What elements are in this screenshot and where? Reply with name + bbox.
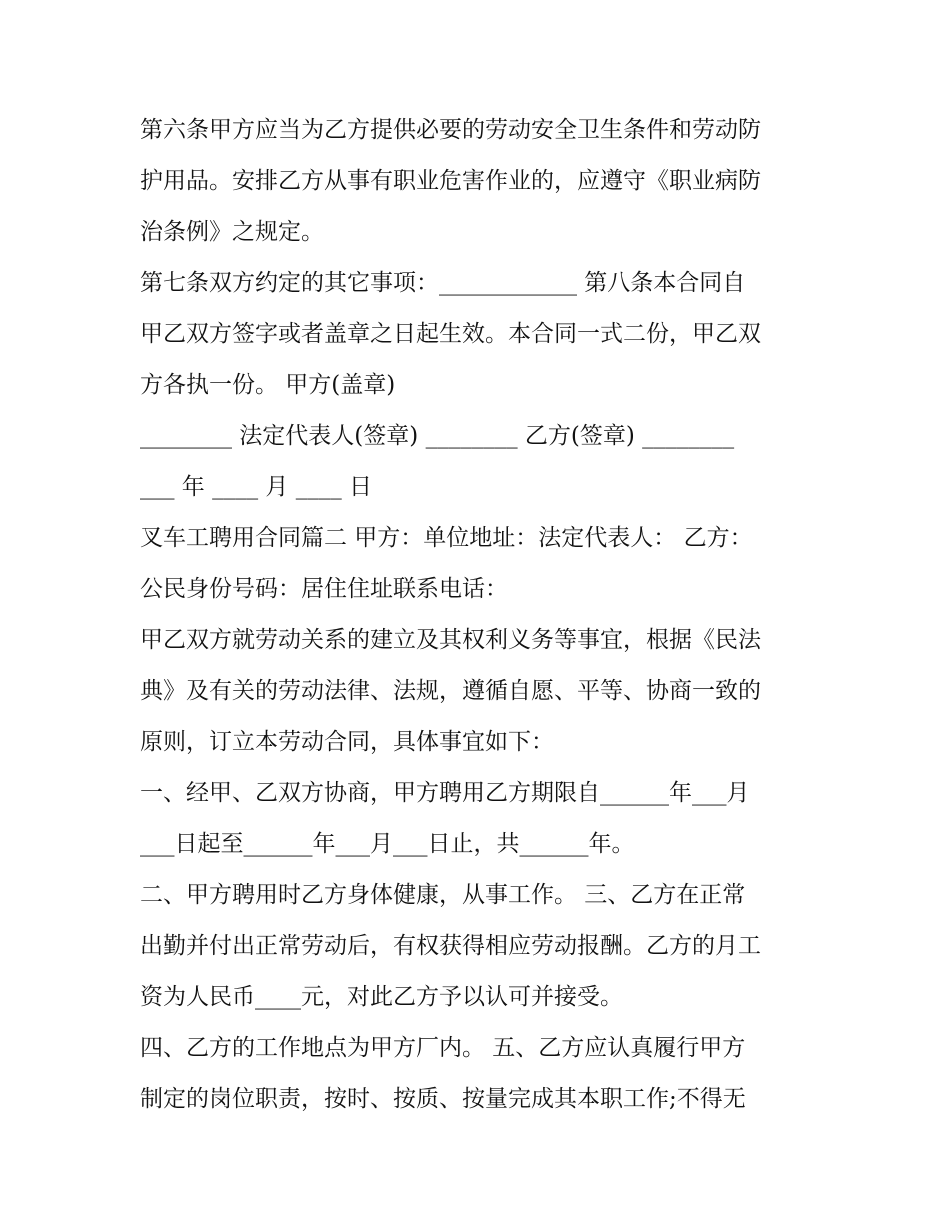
text-line: 治条例》之规定。 <box>140 219 324 245</box>
text-line: 甲乙双方就劳动关系的建立及其权利义务等事宜，根据《民法 <box>140 627 761 653</box>
text-line: 原则，订立本劳动合同，具体事宜如下： <box>140 729 554 755</box>
text-line: ___ 年 ____ 月 ____ 日 <box>140 474 373 500</box>
text-line: 甲乙双方签字或者盖章之日起生效。本合同一式二份，甲乙双 <box>140 321 761 347</box>
text-line: 方各执一份。 甲方(盖章) <box>140 372 396 398</box>
text-line: ___日起至______年___月___日止，共______年。 <box>140 831 635 857</box>
text-line: 公民身份号码：居住住址联系电话： <box>140 576 508 602</box>
text-line: ________ 法定代表人(签章) ________ 乙方(签章) ________ <box>140 423 735 449</box>
text-line: 制定的岗位职责，按时、按质、按量完成其本职工作;不得无 <box>140 1086 746 1112</box>
document-body <box>140 108 820 1128</box>
text-line: 一、经甲、乙双方协商，甲方聘用乙方期限自______年___月 <box>140 780 750 806</box>
text-line: 典》及有关的劳动法律、法规，遵循自愿、平等、协商一致的 <box>140 678 761 704</box>
text-line: 叉车工聘用合同篇二 甲方：单位地址：法定代表人： 乙方： <box>140 525 753 551</box>
text-line: 护用品。安排乙方从事有职业危害作业的，应遵守《职业病防 <box>140 168 761 194</box>
text-line: 四、乙方的工作地点为甲方厂内。 五、乙方应认真履行甲方 <box>140 1035 746 1061</box>
text-line: 二、甲方聘用时乙方身体健康，从事工作。 三、乙方在正常 <box>140 882 746 908</box>
text-line: 资为人民币____元，对此乙方予以认可并接受。 <box>140 984 623 1010</box>
text-line: 第六条甲方应当为乙方提供必要的劳动安全卫生条件和劳动防 <box>140 117 761 143</box>
text-line: 第七条双方约定的其它事项：____________ 第八条本合同自 <box>140 270 746 296</box>
text-line: 出勤并付出正常劳动后，有权获得相应劳动报酬。乙方的月工 <box>140 933 761 959</box>
